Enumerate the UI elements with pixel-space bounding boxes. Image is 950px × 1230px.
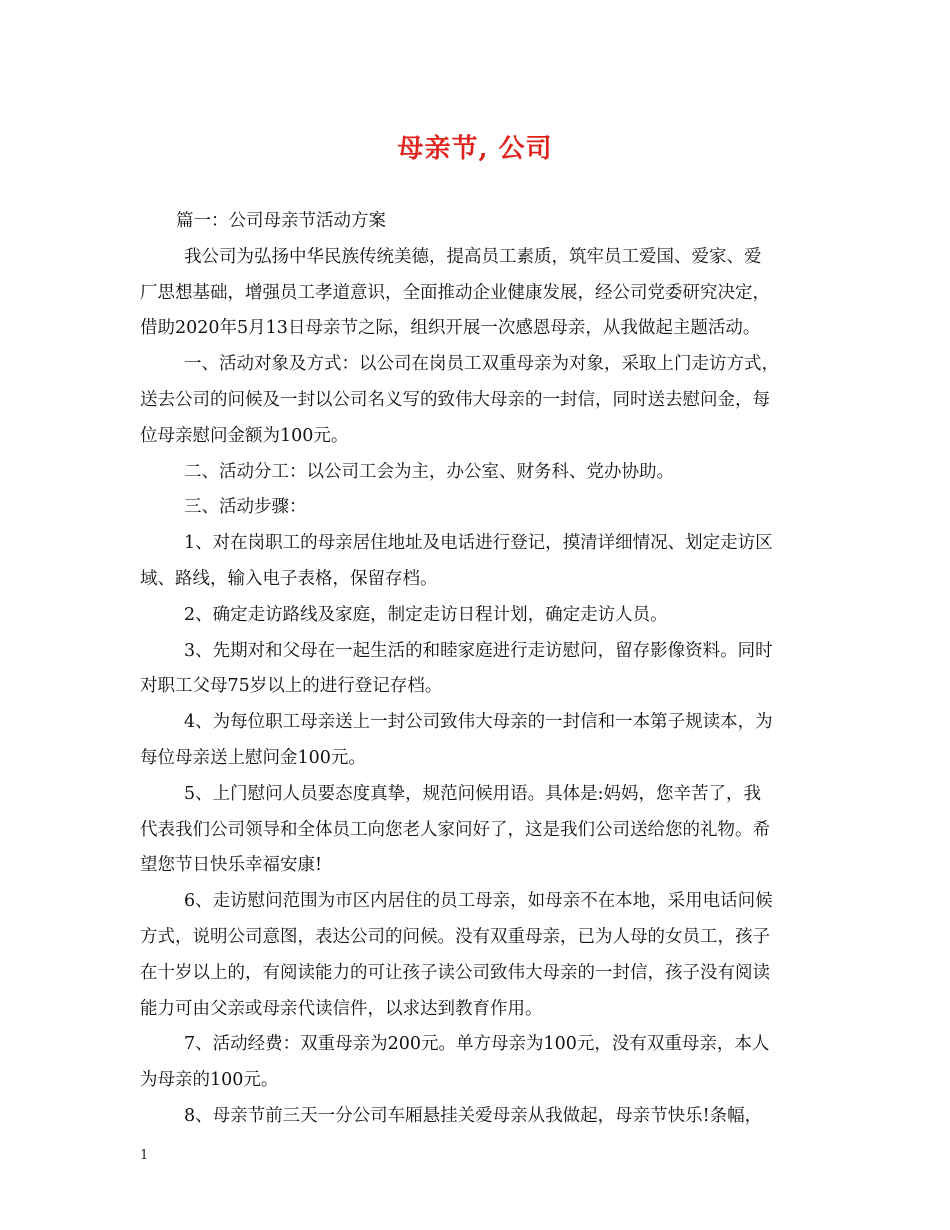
text-line: 二、活动分工：以公司工会为主，办公室、财务科、党办协助。 — [184, 461, 674, 482]
text-line: 1、对在岗职工的母亲居住地址及电话进行登记，摸清详细情况、划定走访区 — [184, 533, 773, 554]
text-line: 代表我们公司领导和全体员工向您老人家问好了，这是我们公司送给您的礼物。希 — [140, 819, 770, 840]
text-line: 能力可由父亲或母亲代读信件，以求达到教育作用。 — [140, 998, 543, 1019]
text-line: 为母亲的100元。 — [140, 1070, 279, 1091]
text-line: 每位母亲送上慰问金100元。 — [140, 747, 366, 768]
page-number: 1 — [140, 1148, 149, 1163]
text-line: 7、活动经费：双重母亲为200元。单方母亲为100元，没有双重母亲，本人 — [184, 1034, 770, 1055]
text-line: 篇一：公司母亲节活动方案 — [176, 211, 386, 231]
text-line: 3、先期对和父母在一起生活的和睦家庭进行走访慰问，留存影像资料。同时 — [184, 640, 773, 661]
document-body — [140, 204, 816, 1135]
text-line: 8、母亲节前三天一分公司车厢悬挂关爱母亲从我做起，母亲节快乐!条幅， — [184, 1105, 763, 1126]
text-line: 借助2020年5月13日母亲节之际，组织开展一次感恩母亲，从我做起主题活动。 — [140, 318, 761, 339]
text-line: 三、活动步骤： — [184, 497, 307, 518]
text-line: 域、路线，输入电子表格，保留存档。 — [140, 568, 438, 589]
text-line: 厂思想基础，增强员工孝道意识，全面推动企业健康发展，经公司党委研究决定， — [140, 282, 770, 303]
text-line: 2、确定走访路线及家庭，制定走访日程计划，确定走访人员。 — [184, 604, 668, 625]
text-line: 一、活动对象及方式：以公司在岗员工双重母亲为对象，采取上门走访方式， — [184, 354, 779, 375]
text-line: 我公司为弘扬中华民族传统美德，提高员工素质，筑牢员工爱国、爱家、爱 — [184, 246, 762, 267]
text-line: 位母亲慰问金额为100元。 — [140, 425, 349, 446]
document-title: 母亲节, 公司 — [397, 134, 553, 164]
text-line: 对职工父母75岁以上的进行登记存档。 — [140, 676, 443, 697]
text-line: 6、走访慰问范围为市区内居住的员工母亲，如母亲不在本地，采用电话问候 — [184, 891, 773, 912]
text-line: 望您节日快乐幸福安康! — [140, 855, 323, 876]
text-line: 4、为每位职工母亲送上一封公司致伟大母亲的一封信和一本第子规读本，为 — [184, 712, 773, 733]
text-line: 方式，说明公司意图，表达公司的问候。没有双重母亲，已为人母的女员工，孩子 — [140, 926, 770, 947]
text-line: 5、上门慰问人员要态度真挚，规范问候用语。具体是:妈妈，您辛苦了，我 — [184, 783, 762, 804]
text-line: 送去公司的问候及一封以公司名义写的致伟大母亲的一封信，同时送去慰问金，每 — [140, 389, 770, 410]
text-line: 在十岁以上的，有阅读能力的可让孩子读公司致伟大母亲的一封信，孩子没有阅读 — [140, 962, 770, 983]
